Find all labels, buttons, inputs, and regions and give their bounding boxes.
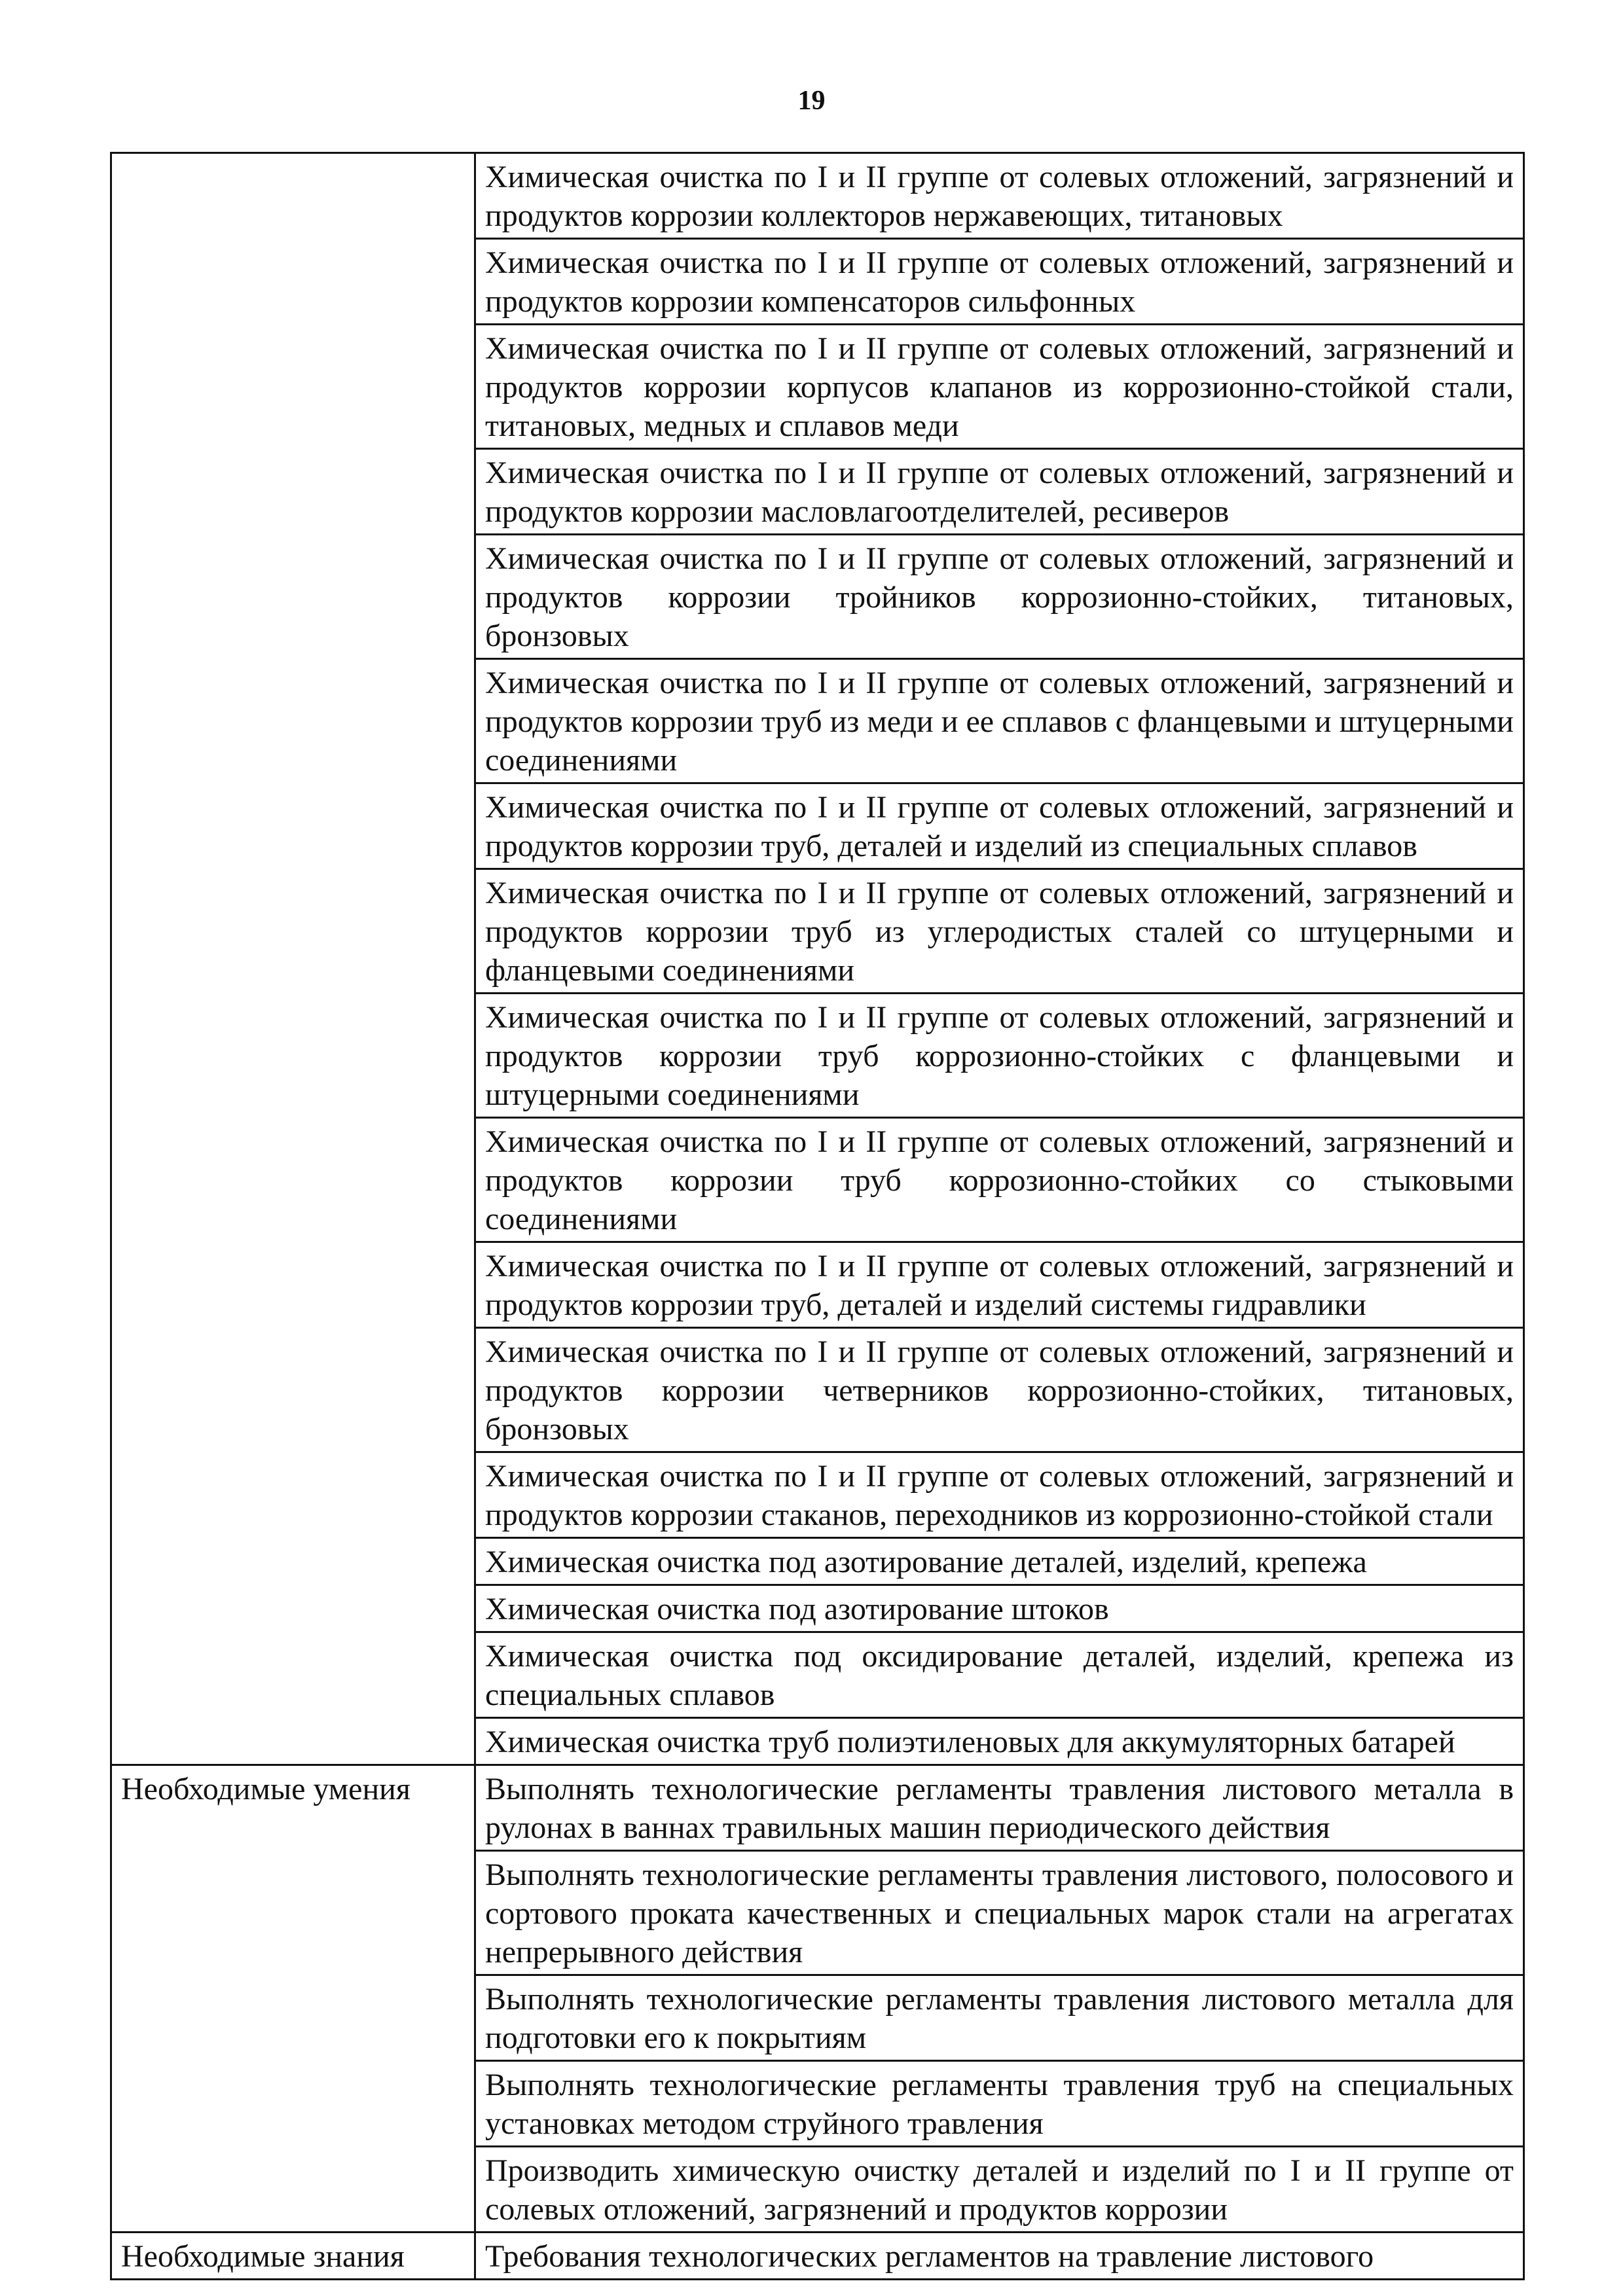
table-cell-text: Выполнять технологические регламенты травления листового металла для подготовки его к покрытиям (475, 1975, 1524, 2061)
table-cell-text: Химическая очистка по I и II группе от солевых отложений, загрязнений и продуктов коррозии тройников коррозионно-стойких, титановых, бронзовых (475, 535, 1524, 659)
table-cell-text: Химическая очистка по I и II группе от солевых отложений, загрязнений и продуктов коррозии труб коррозионно-стойких со стыковыми соединениями (475, 1118, 1524, 1242)
section-label-cell (111, 1765, 475, 2233)
table-cell-text: Выполнять технологические регламенты травления листового, полосового и сортового проката качественных и специальных марок стали на агрегатах непрерывного действия (475, 1851, 1524, 1975)
section-label: Необходимые знания (121, 2239, 405, 2274)
table-cell-text: Химическая очистка по I и II группе от солевых отложений, загрязнений и продуктов коррозии труб, деталей и изделий системы гидравлики (475, 1242, 1524, 1328)
table-cell-text: Химическая очистка по I и II группе от солевых отложений, загрязнений и продуктов коррозии труб из углеродистых сталей со штуцерными и фланцевыми соединениями (475, 869, 1524, 994)
table-row (111, 153, 1524, 239)
table-row (111, 1765, 1524, 1851)
document-table (110, 152, 1525, 2280)
table-cell-text: Химическая очистка по I и II группе от солевых отложений, загрязнений и продуктов коррозии труб, деталей и изделий из специальных сплавов (475, 783, 1524, 869)
table-cell-text: Производить химическую очистку деталей и изделий по I и II группе от солевых отложений, загрязнений и продуктов коррозии (475, 2147, 1524, 2233)
section-label-cell (111, 2233, 475, 2280)
table-cell-text: Требования технологических регламентов на травление листового (475, 2233, 1524, 2280)
table-cell-text: Химическая очистка по I и II группе от солевых отложений, загрязнений и продуктов коррозии коллекторов нержавеющих, титановых (475, 153, 1524, 239)
table-cell-text: Химическая очистка по I и II группе от солевых отложений, загрязнений и продуктов коррозии масловлагоотделителей, ресиверов (475, 449, 1524, 535)
table-cell-text: Химическая очистка под азотирование деталей, изделий, крепежа (475, 1538, 1524, 1585)
table-cell-text: Химическая очистка по I и II группе от солевых отложений, загрязнений и продуктов коррозии компенсаторов сильфонных (475, 239, 1524, 325)
table-cell-text: Химическая очистка под оксидирование деталей, изделий, крепежа из специальных сплавов (475, 1632, 1524, 1718)
table-cell-text: Химическая очистка по I и II группе от солевых отложений, загрязнений и продуктов коррозии труб из меди и ее сплавов с фланцевыми и штуцерными соединениями (475, 659, 1524, 783)
table-cell-text: Выполнять технологические регламенты травления листового металла в рулонах в ваннах травильных машин периодического действия (475, 1765, 1524, 1851)
table-cell-text: Химическая очистка по I и II группе от солевых отложений, загрязнений и продуктов коррозии труб коррозионно-стойких с фланцевыми и штуцерными соединениями (475, 994, 1524, 1118)
table-cell-text: Химическая очистка по I и II группе от солевых отложений, загрязнений и продуктов коррозии корпусов клапанов из коррозионно-стойкой стали, титановых, медных и сплавов меди (475, 325, 1524, 449)
section-label: Необходимые умения (121, 1772, 410, 1806)
table-cell-text: Химическая очистка по I и II группе от солевых отложений, загрязнений и продуктов коррозии стаканов, переходников из коррозионно-стойкой стали (475, 1452, 1524, 1538)
table-cell-text: Химическая очистка труб полиэтиленовых для аккумуляторных батарей (475, 1718, 1524, 1765)
table-cell-text: Химическая очистка по I и II группе от солевых отложений, загрязнений и продуктов коррозии четверников коррозионно-стойких, титановых, бронзовых (475, 1328, 1524, 1452)
table-cell-text: Выполнять технологические регламенты травления труб на специальных установках методом струйного травления (475, 2061, 1524, 2147)
table-cell-text: Химическая очистка под азотирование штоков (475, 1585, 1524, 1632)
section-label-cell (111, 153, 475, 1765)
page-number: 19 (797, 86, 826, 116)
table-row (111, 2233, 1524, 2280)
